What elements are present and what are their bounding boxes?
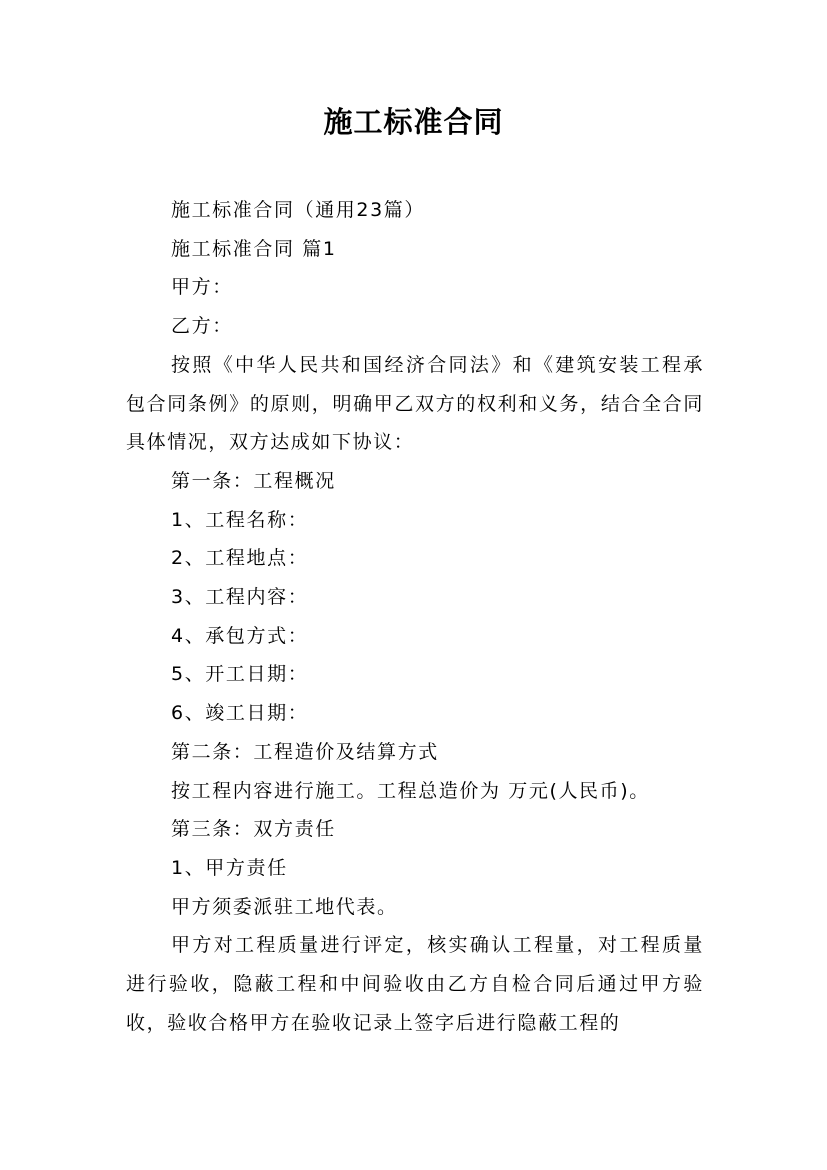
document-title: 施工标准合同 [323, 105, 504, 139]
paragraph-completion-date: 6、竣工日期： [171, 702, 309, 725]
paragraph-section-heading: 施工标准合同 篇1 [171, 237, 337, 260]
paragraph-party-b: 乙方： [171, 315, 233, 338]
paragraph-preamble: 按照《中华人民共和国经济合同法》和《建筑安装工程承包合同条例》的原则，明确甲乙双方的权利和义务，结合全合同具体情况，双方达成如下协议： [126, 353, 704, 454]
paragraph-start-date: 5、开工日期： [171, 663, 309, 686]
paragraph-article-1: 第一条：工程概况 [171, 469, 336, 492]
paragraph-quality-inspection: 甲方对工程质量进行评定，核实确认工程量，对工程质量进行验收，隐蔽工程和中间验收由乙方自检合同后通过甲方验收，验收合格甲方在验收记录上签字后进行隐蔽工程的 [126, 934, 704, 1034]
paragraph-project-name: 1、工程名称： [171, 508, 309, 531]
paragraph-total-cost: 按工程内容进行施工。工程总造价为 万元(人民币)。 [171, 779, 650, 802]
paragraph-project-content: 3、工程内容： [171, 586, 309, 609]
document-body [126, 191, 704, 1042]
paragraph-article-2: 第二条：工程造价及结算方式 [171, 740, 439, 763]
paragraph-contract-method: 4、承包方式： [171, 624, 309, 647]
paragraph-project-location: 2、工程地点： [171, 547, 309, 570]
paragraph-party-a-duties: 1、甲方责任 [171, 856, 288, 879]
paragraph-party-a: 甲方： [171, 276, 233, 299]
paragraph-subtitle: 施工标准合同（通用23篇） [171, 199, 425, 221]
paragraph-article-3: 第三条：双方责任 [171, 818, 336, 841]
paragraph-site-representative: 甲方须委派驻工地代表。 [171, 895, 398, 918]
